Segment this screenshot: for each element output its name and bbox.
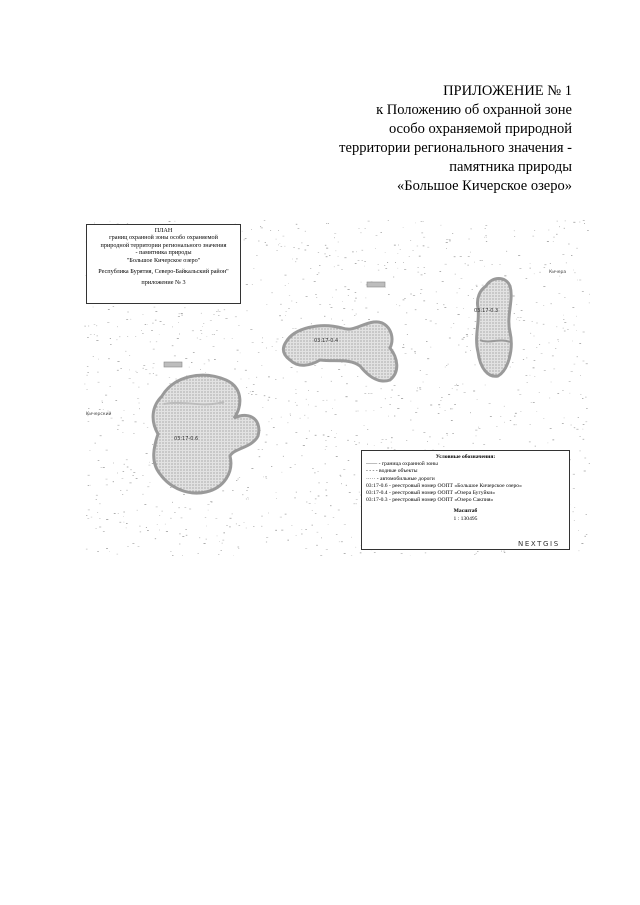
plan-title: ПЛАН bbox=[154, 227, 173, 234]
place-label-west: Кичерский bbox=[86, 412, 112, 417]
map-tag bbox=[164, 362, 182, 367]
legend-row: - - - - водные объекты bbox=[366, 468, 418, 475]
plan-region: Республика Бурятия, Северо-Байкальский район" bbox=[98, 268, 229, 276]
legend-row: 03:17-0.4 - реестровый номер ООПТ «Озера Бугуйки» bbox=[366, 490, 496, 497]
plan-line: природной территории регионального значения bbox=[100, 241, 227, 249]
header-line: «Большое Кичерское озеро» bbox=[397, 178, 572, 194]
plan-title-box bbox=[86, 224, 241, 304]
zone-label-right: 03:17-0.3 bbox=[474, 308, 499, 314]
map-tag bbox=[367, 282, 385, 287]
scale-title: Масштаб bbox=[453, 508, 478, 515]
zone-boundary-main bbox=[153, 375, 259, 493]
scale-value: 1 : 130495 bbox=[453, 515, 478, 522]
legend-row: 03:17-0.3 - реестровый номер ООПТ «Озеро Сакпия» bbox=[366, 497, 494, 504]
zone-boundary-mid bbox=[283, 322, 396, 381]
legend-row: 03:17-0.6 - реестровый номер ООПТ «Большое Кичерское озеро» bbox=[366, 482, 522, 489]
plan-line: - памятника природы bbox=[135, 249, 192, 257]
plan-appendix: приложение № 3 bbox=[141, 279, 186, 287]
zone-boundary-right bbox=[477, 279, 512, 377]
header-line: особо охраняемой природной bbox=[388, 121, 572, 137]
header-line: к Положению об охранной зоне bbox=[376, 102, 572, 118]
lake-divider bbox=[480, 340, 510, 342]
legend-title: Условные обозначения: bbox=[435, 454, 496, 460]
legend-row: —— - граница охранной зоны bbox=[366, 461, 438, 468]
header-line: ПРИЛОЖЕНИЕ № 1 bbox=[443, 83, 572, 99]
appendix-header bbox=[252, 82, 572, 196]
header-line: территории регионального значения - bbox=[339, 140, 572, 156]
zone-label-mid: 03:17-0.4 bbox=[314, 338, 339, 344]
zone-label-main: 03:17-0.6 bbox=[174, 436, 199, 442]
place-label-kicher: Кичера bbox=[549, 270, 567, 275]
legend-box bbox=[361, 450, 570, 550]
plan-line: "Большое Кичерское озеро" bbox=[126, 256, 201, 264]
plan-line: границ охранной зоны особо охраняемой bbox=[109, 234, 218, 242]
header-line: памятника природы bbox=[449, 159, 572, 175]
nextgis-logo: NEXTGIS bbox=[518, 540, 560, 548]
legend-row: ····· - автомобильные дороги bbox=[366, 475, 435, 482]
